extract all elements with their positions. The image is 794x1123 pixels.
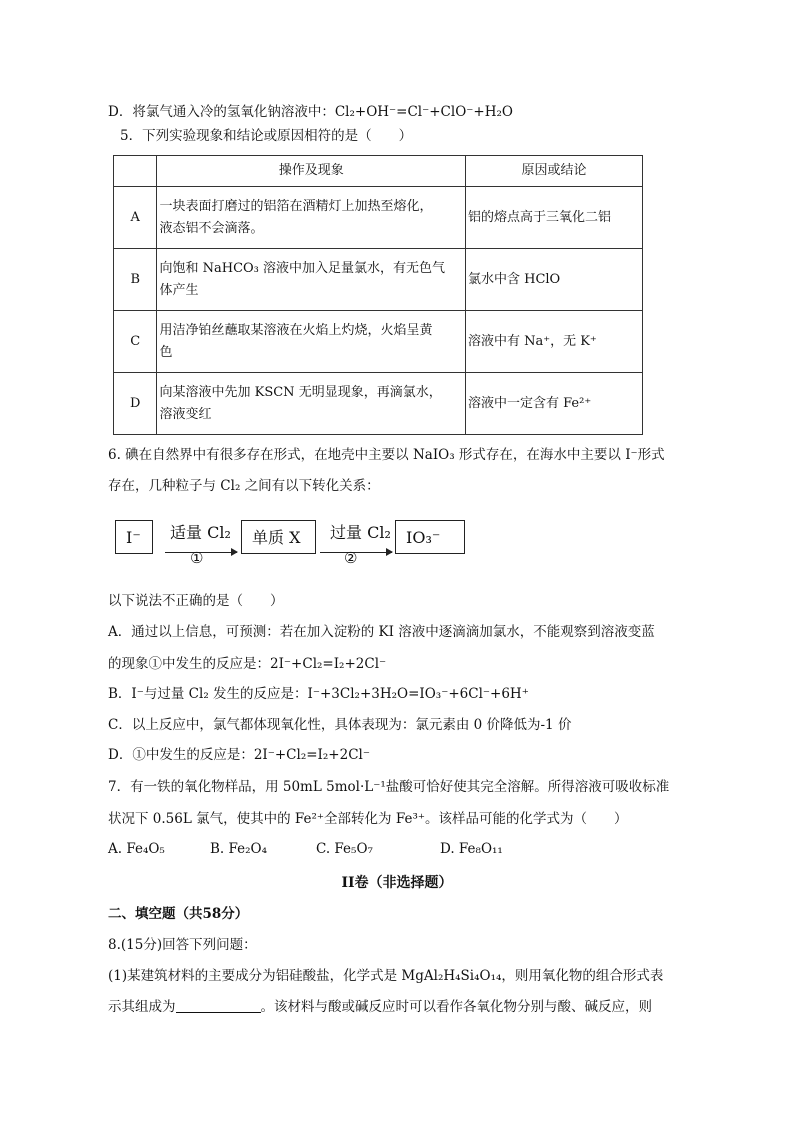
table-header-row xyxy=(114,156,643,187)
q6-option-d: D．①中发生的反应是：2I⁻+Cl₂=I₂+2Cl⁻ xyxy=(108,747,370,763)
part2-title: II卷（非选择题） xyxy=(341,875,453,891)
diagram-box-iodate: IO₃⁻ xyxy=(395,520,465,554)
q6-option-b: B．I⁻与过量 Cl₂ 发生的反应是：I⁻+3Cl₂+3H₂O=IO₃⁻+6Cl⁻+6H⁺ xyxy=(108,686,529,702)
q5-stem: 5．下列实验现象和结论或原因相符的是（ ） xyxy=(120,128,413,144)
q8-line2-prefix: 示其组成为 xyxy=(108,999,176,1015)
q4-option-d: D．将氯气通入冷的氢氧化钠溶液中：Cl₂+OH⁻=Cl⁻+ClO⁻+H₂O xyxy=(108,104,513,120)
table-row xyxy=(114,373,643,435)
q8-stem: 8.(15分)回答下列问题： xyxy=(108,937,257,953)
q6-ask: 以下说法不正确的是（ ） xyxy=(108,593,284,609)
table-header-cell xyxy=(114,156,157,187)
row-operation: 向某溶液中先加 KSCN 无明显现象，再滴氯水， 溶液变红 xyxy=(157,373,465,435)
row-label: C xyxy=(114,311,157,373)
q6-option-a-line1: A．通过以上信息，可预测：若在加入淀粉的 KI 溶液中逐滴滴加氯水，不能观察到溶液变蓝 xyxy=(108,624,655,640)
q8-line2-suffix: 。该材料与酸或碱反应时可以看作各氧化物分别与酸、碱反应，则 xyxy=(260,999,652,1015)
row-operation: 向饱和 NaHCO₃ 溶液中加入足量氯水，有无色气 体产生 xyxy=(157,249,465,311)
table-header-cell: 操作及现象 xyxy=(157,156,465,187)
diagram-box-element-x: 单质 X xyxy=(241,520,316,554)
arrow1-number: ① xyxy=(190,549,204,567)
section2-heading: 二、填空题（共58分） xyxy=(108,906,249,922)
q6-stem-line2: 存在，几种粒子与 Cl₂ 之间有以下转化关系： xyxy=(108,478,380,494)
arrow1-label: 适量 Cl₂ xyxy=(170,523,231,542)
row-result: 氯水中含 HClO xyxy=(465,249,642,311)
row-label: D xyxy=(114,373,157,435)
row-label: B xyxy=(114,249,157,311)
row-result: 溶液中有 Na⁺，无 K⁺ xyxy=(465,311,642,373)
arrow2-number: ② xyxy=(344,549,358,567)
row-operation: 一块表面打磨过的铝箔在酒精灯上加热至熔化， 液态铝不会滴落。 xyxy=(157,187,465,249)
q7-stem-line2: 状况下 0.56L 氯气，使其中的 Fe²⁺全部转化为 Fe³⁺。该样品可能的化学式为（ ） xyxy=(108,811,628,827)
table-row xyxy=(114,249,643,311)
row-operation: 用洁净铂丝蘸取某溶液在火焰上灼烧，火焰呈黄 色 xyxy=(157,311,465,373)
q7-option-a: A. Fe₄O₅ xyxy=(108,841,165,857)
q6-stem-line1: 6. 碘在自然界中有很多存在形式，在地壳中主要以 NaIO₃ 形式存在，在海水中主要以 I⁻形式 xyxy=(108,447,665,463)
q7-stem-line1: 7．有一铁的氧化物样品，用 50mL 5mol·L⁻¹盐酸可恰好使其完全溶解。所得溶液可吸收标准 xyxy=(108,779,670,795)
row-label: A xyxy=(114,187,157,249)
q5-table xyxy=(113,155,643,435)
q6-option-c: C．以上反应中，氯气都体现氧化性，具体表现为：氯元素由 0 价降低为-1 价 xyxy=(108,717,572,733)
q8-part1-line2 xyxy=(108,997,652,1017)
q8-part1-line1: (1)某建筑材料的主要成分为铝硅酸盐，化学式是 MgAl₂H₄Si₄O₁₄，则用氧化物的组合形式表 xyxy=(108,968,664,984)
table-row xyxy=(114,311,643,373)
table-header-cell: 原因或结论 xyxy=(465,156,642,187)
answer-blank[interactable] xyxy=(176,998,261,1013)
arrow2-label: 过量 Cl₂ xyxy=(330,523,391,542)
q7-option-d: D. Fe₈O₁₁ xyxy=(440,841,503,857)
table-row xyxy=(114,187,643,249)
q6-option-a-line2: 的现象①中发生的反应是：2I⁻+Cl₂=I₂+2Cl⁻ xyxy=(108,656,387,672)
q7-option-c: C. Fe₅O₇ xyxy=(316,841,373,857)
diagram-box-iodide: I⁻ xyxy=(115,520,153,554)
row-result: 溶液中一定含有 Fe²⁺ xyxy=(465,373,642,435)
row-result: 铝的熔点高于三氧化二铝 xyxy=(465,187,642,249)
q7-option-b: B. Fe₂O₄ xyxy=(210,841,268,857)
